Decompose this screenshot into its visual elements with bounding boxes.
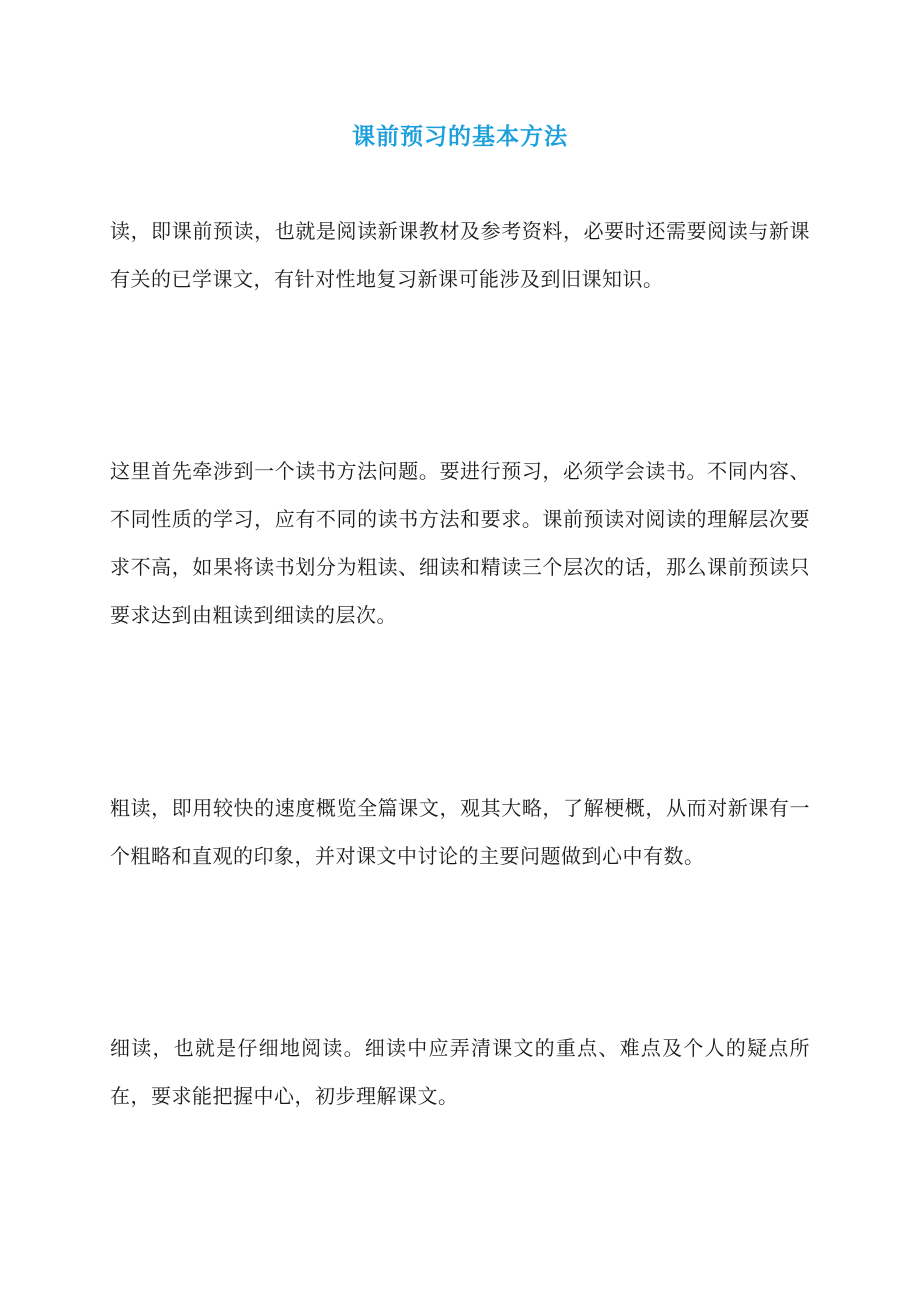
paragraph-careful-reading: 细读，也就是仔细地阅读。细读中应弄清课文的重点、难点及个人的疑点所在，要求能把握中心，初步理解课文。 [110,1036,810,1108]
paragraph-preview-reading: 读，即课前预读，也就是阅读新课教材及参考资料，必要时还需要阅读与新课有关的已学课文，有针对性地复习新课可能涉及到旧课知识。 [110,219,810,291]
paragraph-rough-reading: 粗读，即用较快的速度概览全篇课文，观其大略，了解梗概，从而对新课有一个粗略和直观的印象，并对课文中讨论的主要问题做到心中有数。 [110,796,810,868]
paragraph-reading-method: 这里首先牵涉到一个读书方法问题。要进行预习，必须学会读书。不同内容、不同性质的学习，应有不同的读书方法和要求。课前预读对阅读的理解层次要求不高，如果将读书划分为粗读、细读和精读三个层次的话，那么课前预读只要求达到由粗读到细读的层次。 [110,459,810,627]
document-title: 课前预习的基本方法 [352,123,568,150]
